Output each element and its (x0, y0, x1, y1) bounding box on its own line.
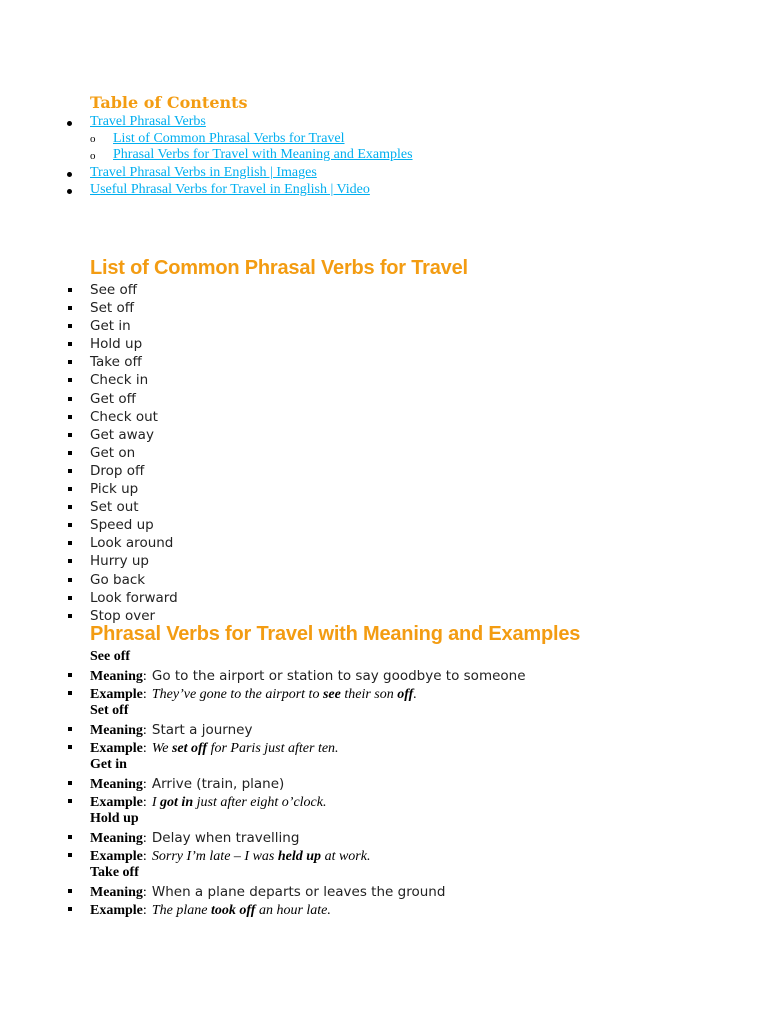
list-item (66, 335, 366, 353)
example-row: Example: The plane took off an hour late. (66, 900, 746, 918)
verb-label: Hurry up (90, 553, 149, 570)
square-bullet-icon (68, 907, 72, 911)
verb-label: Get away (90, 426, 154, 443)
example-text: We set off for Paris just after ten. (151, 741, 339, 756)
square-bullet-icon (68, 523, 72, 527)
list-item (66, 353, 366, 371)
verb-heading: See off (90, 649, 131, 664)
meaning-row: Meaning: Arrive (train, plane) (66, 774, 746, 792)
verb-label: Pick up (90, 481, 139, 498)
example-label: Example (90, 849, 143, 864)
meaning-label: Meaning (90, 669, 143, 684)
example-label: Example (90, 903, 143, 918)
square-bullet-icon (68, 745, 72, 749)
verb-heading: Take off (90, 865, 139, 880)
toc-title: Table of Contents (90, 93, 248, 112)
meaning-label: Meaning (90, 885, 143, 900)
example-label: Example (90, 687, 143, 702)
example-label: Example (90, 741, 143, 756)
list-item (66, 534, 366, 552)
example-row: Example: They’ve gone to the airport to see their son off. (66, 684, 746, 702)
meaning-row: Meaning: Delay when travelling (66, 828, 746, 846)
meaning-row: Meaning: When a plane departs or leaves the ground (66, 882, 746, 900)
toc-link-useful-phrasal-verbs-video[interactable]: Useful Phrasal Verbs for Travel in English | Video (90, 182, 370, 197)
square-bullet-icon (68, 559, 72, 563)
square-bullet-icon (68, 673, 72, 677)
square-bullet-icon (68, 727, 72, 731)
square-bullet-icon (68, 469, 72, 473)
meaning-label: Meaning (90, 723, 143, 738)
verb-heading: Set off (90, 703, 129, 718)
example-text: They’ve gone to the airport to see their son off. (151, 687, 417, 702)
list-item (66, 444, 366, 462)
list-item (66, 317, 366, 335)
list-section-heading: List of Common Phrasal Verbs for Travel (90, 257, 468, 279)
square-bullet-icon (68, 781, 72, 785)
square-bullet-icon (68, 596, 72, 600)
verb-label: Get on (90, 444, 136, 461)
meaning-text: Arrive (train, plane) (151, 776, 285, 792)
verb-label: Set off (90, 300, 135, 317)
list-item (66, 516, 366, 534)
verb-label: Drop off (90, 462, 145, 479)
verb-label: Check out (90, 408, 158, 425)
toc-bullet (67, 189, 72, 194)
meaning-text: Start a journey (151, 722, 253, 738)
square-bullet-icon (68, 397, 72, 401)
example-row: Example: Sorry I’m late – I was held up at work. (66, 846, 746, 864)
square-bullet-icon (68, 853, 72, 857)
verb-label: Speed up (90, 517, 154, 534)
list-item (66, 426, 366, 444)
meaning-section-heading: Phrasal Verbs for Travel with Meaning and Examples (90, 623, 581, 645)
square-bullet-icon (68, 889, 72, 893)
square-bullet-icon (68, 691, 72, 695)
example-text: I got in just after eight o’clock. (151, 795, 327, 810)
verb-label: Stop over (90, 607, 156, 624)
square-bullet-icon (68, 433, 72, 437)
verb-label: Go back (90, 571, 146, 588)
toc-sub-bullet: o (90, 133, 96, 145)
square-bullet-icon (68, 360, 72, 364)
square-bullet-icon (68, 342, 72, 346)
list-item (66, 552, 366, 570)
meaning-label: Meaning (90, 777, 143, 792)
square-bullet-icon (68, 799, 72, 803)
list-item (66, 589, 366, 607)
verb-label: Get off (90, 390, 136, 407)
list-item (66, 299, 366, 317)
toc-sub-bullet: o (90, 150, 96, 162)
verb-label: Look around (90, 535, 174, 552)
example-row: Example: We set off for Paris just after ten. (66, 738, 746, 756)
toc-link-phrasal-verbs-meaning-examples[interactable]: Phrasal Verbs for Travel with Meaning and Examples (113, 147, 413, 162)
verb-label: Take off (90, 354, 142, 371)
meaning-text: Delay when travelling (151, 830, 300, 846)
example-label: Example (90, 795, 143, 810)
list-item (66, 480, 366, 498)
square-bullet-icon (68, 614, 72, 618)
square-bullet-icon (68, 306, 72, 310)
definitions-list (66, 648, 746, 918)
meaning-row: Meaning: Start a journey (66, 720, 746, 738)
toc-bullet (67, 172, 72, 177)
verb-heading: Get in (90, 757, 127, 772)
square-bullet-icon (68, 415, 72, 419)
toc-link-travel-phrasal-verbs[interactable]: Travel Phrasal Verbs (90, 114, 206, 129)
square-bullet-icon (68, 288, 72, 292)
list-item (66, 498, 366, 516)
list-item (66, 462, 366, 480)
verb-label: Set out (90, 499, 139, 516)
square-bullet-icon (68, 324, 72, 328)
square-bullet-icon (68, 578, 72, 582)
verb-list (66, 281, 366, 625)
meaning-text: When a plane departs or leaves the ground (151, 884, 446, 900)
square-bullet-icon (68, 378, 72, 382)
toc-link-list-of-common-phrasal-verbs[interactable]: List of Common Phrasal Verbs for Travel (113, 131, 345, 146)
list-item (66, 281, 366, 299)
example-text: The plane took off an hour late. (151, 903, 331, 918)
toc-bullet (67, 121, 72, 126)
verb-label: Look forward (90, 589, 178, 606)
verb-label: Hold up (90, 336, 143, 353)
meaning-row: Meaning: Go to the airport or station to say goodbye to someone (66, 666, 746, 684)
square-bullet-icon (68, 835, 72, 839)
example-row: Example: I got in just after eight o’clock. (66, 792, 746, 810)
square-bullet-icon (68, 451, 72, 455)
square-bullet-icon (68, 505, 72, 509)
list-item (66, 390, 366, 408)
toc-link-travel-phrasal-verbs-images[interactable]: Travel Phrasal Verbs in English | Images (90, 165, 317, 180)
verb-label: Check in (90, 372, 149, 389)
meaning-label: Meaning (90, 831, 143, 846)
verb-label: See off (90, 282, 138, 298)
square-bullet-icon (68, 541, 72, 545)
list-item (66, 408, 366, 426)
verb-heading: Hold up (90, 811, 139, 826)
square-bullet-icon (68, 487, 72, 491)
meaning-text: Go to the airport or station to say goodbye to someone (151, 668, 526, 684)
verb-label: Get in (90, 318, 131, 335)
example-text: Sorry I’m late – I was held up at work. (151, 849, 371, 864)
list-item (66, 371, 366, 389)
list-item (66, 571, 366, 589)
